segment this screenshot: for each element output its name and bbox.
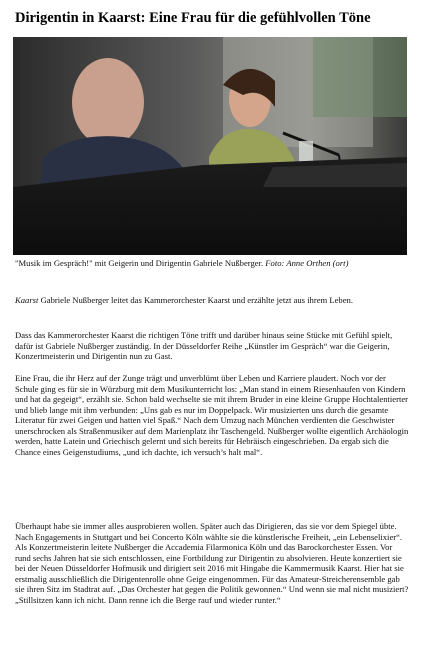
- lead-text: Gabriele Nußberger leitet das Kammerorchester Kaarst und erzählte jetzt aus ihrem Leben.: [40, 295, 353, 305]
- body-paragraph-2: Eine Frau, die ihr Herz auf der Zunge trägt und unverblümt über Leben und Karriere plaudert. Noch vor der Schule ging es für sie in Würzburg mit dem Musikunterricht los: „Man stand in einem Riesenhaufen von Kindern und hat da gegeigt“, erzählt sie. Schon bald wechselte sie mit ihrem Bruder in eine kleine Gruppe Hochtalentierter und blieb lange mit ihm verbunden: „Uns gab es nur im Doppelpack. Wir musizierten uns durch die gesamte Literatur für zwei Geigen und hatten viel Spaß.“ Nach dem Umzug nach München verdienten die Geschwister unerschrocken als Straßenmusiker auf dem Marienplatz ihr Taschengeld. Nußberger wollte eigentlich Archäologin werden, hatte Latein und Griechisch gelernt und sich bereits für Hebräisch eingeschrieben. Da ergab sich die Chance eines Geigenstudiums, „und ich dachte, ich versuch’s halt mal“.: [15, 373, 409, 457]
- photo-credit: Foto: Anne Orthen (ort): [265, 258, 349, 268]
- article-headline: Dirigentin in Kaarst: Eine Frau für die gefühlvollen Töne: [15, 10, 371, 26]
- caption-text: "Musik im Gespräch!" mit Geigerin und Dirigentin Gabriele Nußberger.: [15, 258, 264, 268]
- lead-paragraph: [15, 295, 409, 306]
- body-paragraph-1: Dass das Kammerorchester Kaarst die richtigen Töne trifft und darüber hinaus seine Stücke mit Gefühl spielt, dafür ist Gabriele Nußberger zuständig. In der Düsseldorfer Reihe „Künstler im Gespräch“ war die Geigerin, Konzertmeisterin und Dirigentin nun zu Gast.: [15, 330, 393, 361]
- article-photo: [13, 37, 407, 255]
- body-paragraph-3: Überhaupt habe sie immer alles ausprobieren wollen. Später auch das Dirigieren, das sie vor dem Spiegel übte. Nach Engagements in Stuttgart und bei Concerto Köln wählte sie die künstlerische Freiheit, „ein Lebenselixier“. Als Konzertmeisterin leitete Nußberger die Accademia Filarmonica Köln und das Barockorchester Essen. Vor rund sechs Jahren hat sie sich entschlossen, eine Fortbildung zur Dirigentin zu absolvieren. Heute konzertiert sie bei der Neuen Düsseldorfer Hofmusik und dirigiert seit 2016 mit Hingabe die Kammermusik Kaarst. Hier hat sie erstmalig ausschließlich die Dirigentenrolle ohne Geige eingenommen. Für das Amateur-Streicherensemble gab sie ihren Sitz im Stadtrat auf. „Das Orchester hat gegen die Politik gewonnen.“ Und wenn sie mal nicht musiziert? „Stillsitzen kann ich nicht. Dann renne ich die Berge rauf und wieder runter.“: [15, 521, 409, 605]
- photo-caption: [15, 258, 410, 269]
- dateline: Kaarst: [15, 295, 39, 305]
- photo-illustration: [13, 37, 407, 255]
